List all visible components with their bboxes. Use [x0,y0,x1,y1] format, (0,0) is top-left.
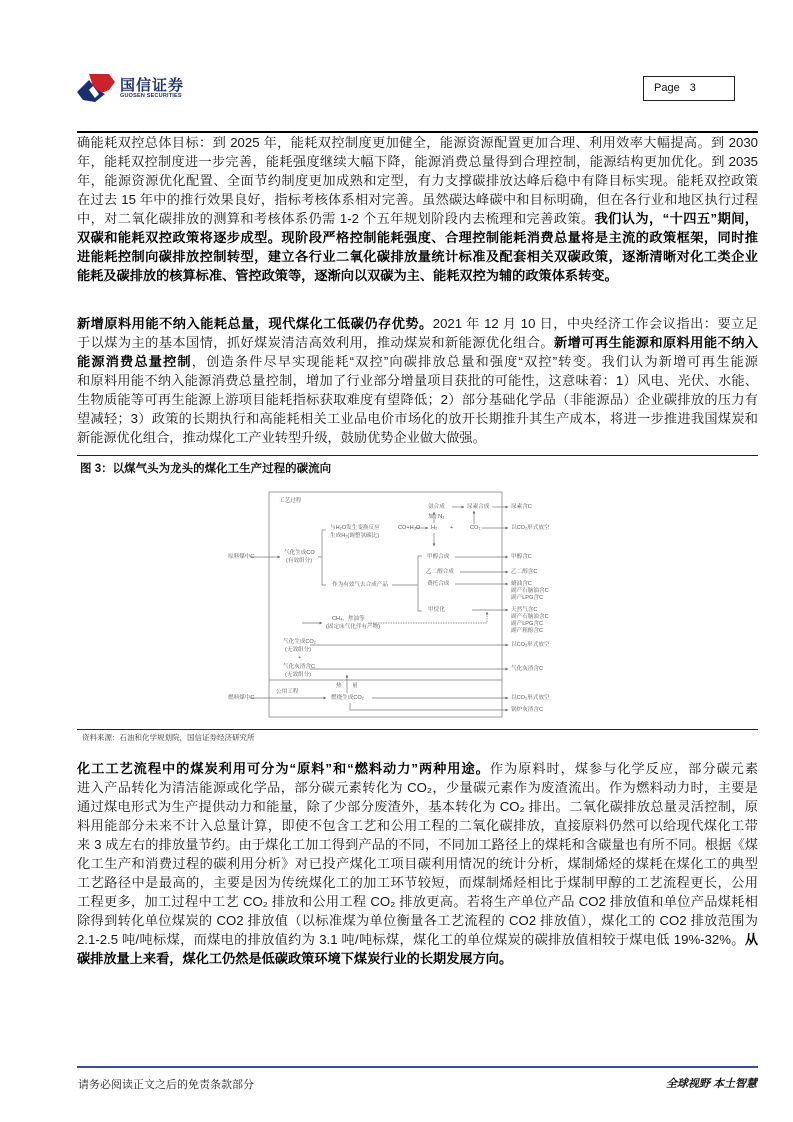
diagram-label-process: 工艺过程 [279,498,302,504]
text-line [77,930,758,949]
text-segment: 化工生产和消费过程的碳利用分析》对已投产煤化工项目碳利用情况的统计分析，煤制烯烃的煤耗在煤化工的典型 [77,856,758,871]
process-boundary-box [269,492,502,717]
text-line [77,949,758,968]
text-segment: 作为原料时，煤参与化学反应，部分碳元素 [489,761,759,776]
text-line [77,428,758,447]
diagram-label-ch4-note: (固定床气化伴有产物) [326,624,381,630]
footer-slogan: 全球视野 本土智慧 [665,1078,757,1090]
diagram-label-utility: 公用工程 [276,689,299,695]
text-line [77,911,758,930]
text-line [77,171,758,190]
text-segment: 料用能部分未来不计入总量计算，即使不包含工艺和公用工程的二氧化碳排放，直接原料仍然可以给现代煤化工带 [77,818,758,833]
diagram-label-urea-c: 尿素含C [511,504,532,510]
text-line [77,133,758,152]
text-line [77,371,758,390]
bold-text-segment: 进能耗控制向碳排放控制转型，建立各行业二氧化碳排放量统计标准及配套相关双碳政策，逐渐清晰对化工类企业 [77,249,758,264]
text-segment: 工艺路径中是最高的，主要是因为传统煤化工的加工环节较短，而煤制烯烃相比于煤制甲醇的工艺流程更长，公用 [77,875,758,890]
diagram-label-vent-3: 以CO₂形式放空 [511,695,550,701]
footer-disclaimer: 请务必阅读正文之后的免责条款部分 [78,1079,254,1091]
diagram-label-ammonia: 氨合成 [428,504,445,510]
diagram-label-methanol-c: 甲醇含C [511,554,532,560]
text-line [77,892,758,911]
diagram-label-urea-syn: 尿素合成 [467,504,490,510]
text-segment: 新能源优化组合，推动煤化工产业转型升级，鼓励优势企业做大做强。 [77,430,486,445]
diagram-label-gasify-co2-note: (无效组分) [285,647,312,653]
diagram-label-lpg-c-1: 副产LPG含C [511,595,544,601]
text-line [77,352,758,371]
text-segment: 年，能耗双控制度进一步完善，能耗强度继续大幅下降，能源消费总量得到合理控制，能源结构更加优化。到 2035 [77,154,758,169]
diagram-label-heat-2: 量 [352,683,358,689]
diagram-label-co-h2o: CO+H₂O [398,525,421,531]
diagram-label-syngas: 作为有效气去合成产品 [332,582,388,588]
page-indicator [643,76,735,101]
bold-text-segment: 能源消费总量控制 [77,354,192,369]
page-label: Page [654,82,680,94]
bold-text-segment: 新增可再生能源和原料用能不纳入 [554,335,759,350]
figure-title: 图 3：以煤气头为龙头的煤化工生产过程的碳流向 [80,463,332,475]
text-segment: 于以煤为主的基本国情，抓好煤炭清洁高效利用，推动煤炭和新能源优化组合。 [77,335,555,350]
diagram-label-plus: + [450,525,454,531]
diagram-label-shift: 与H₂O发生变换反应 [330,525,380,531]
text-segment: 年，能源资源优化配置、全面节约制度更加成熟和定型，有力支撑碳排放达峰后稳中有降目标实现。能耗双控政策 [77,173,758,188]
company-logo-text: 国信证券 [120,77,185,94]
text-segment: 2021 年 12 月 10 日，中央经济工作会议指出：要立足 [432,316,759,331]
text-line [77,228,758,247]
text-line [77,778,758,797]
text-line [77,390,758,409]
diagram-label-combust: 燃烧生成CO₂ [331,695,364,701]
text-line [77,854,758,873]
bold-text-segment: 碳排放量上来看，煤化工仍然是低碳政策环境下煤炭行业的长期发展方向。 [77,951,513,966]
text-line [77,759,758,778]
text-segment: 2.1-2.5 吨/吨标煤，而煤电的排放值约为 3.1 吨/吨标煤，煤化工的单位煤炭的碳排放值相较于煤电低 19%-32%。 [77,932,745,947]
text-line [77,209,758,228]
text-line [77,152,758,171]
text-segment: 生物质能等可再生能源上游项目能耗指标获取难度有望降低；2）部分基础化学品（非能源品）企业碳排放的压力有 [77,392,758,407]
diagram-label-heat: 热 [336,683,342,689]
diagram-label-add-n2: 加 | N₂ [428,514,445,520]
text-line [77,835,758,854]
diagram-label-ft-syn: 费托合成 [427,581,450,587]
diagram-label-vent-2: 以CO₂形式放空 [511,642,550,648]
text-segment: 在过去 15 年中的推行效果良好，指标考核体系相对完善。虽然碳达峰碳中和目标明确，但在各行业和地区执行过程 [77,192,758,207]
diagram-label-vent-1: 以CO₂形式放空 [511,525,550,531]
text-segment: 通过煤电形式为生产提供动力和能量，除了少部分废渣外，基本转化为 CO₂ 排出。二氧化碳排放总量灵活控制，原 [77,799,758,814]
company-logo-subtitle: GUOSEN SECURITIES [120,93,182,99]
text-segment: 除得到转化单位煤炭的 CO2 排放值（以标准煤为单位衡量各工艺流程的 CO2 排放值），煤化工的 CO2 排放范围为 [77,913,758,928]
diagram-label-ch4: CH₄、焦油等 [332,616,365,622]
bold-text-segment: 从 [744,932,758,947]
diagram-label-naphtha-c-2: 副产石脑油含C [511,614,549,620]
diagram-label-h2: H₂ [431,525,438,531]
diagram-label-wax-c: 蜡油含C [511,581,532,587]
figure-top-rule [77,455,758,456]
company-logo-mark [75,72,119,104]
bold-text-segment: 我们认为，“十四五”期间， [594,211,758,226]
text-segment: 和原料用能不纳入能源消费总量控制，增加了行业部分增量项目获批的可能性，这意味着：1）风电、光伏、水能、 [77,373,758,388]
text-segment: 确能耗双控总体目标：到 2025 年，能耗双控制度更加健全，能源资源配置更加合理、利用效率大幅提高。到 2030 [77,135,758,150]
text-line [77,816,758,835]
diagram-label-gasify-co: 气化生成CO [284,550,315,556]
bold-text-segment: 化工工艺流程中的煤炭利用可分为“原料”和“燃料动力”两种用途。 [77,761,490,776]
text-segment: 中，对二氧化碳排放的测算和考核体系仍需 1-2 个五年规划阶段内去梳理和完善政策。 [77,211,595,226]
diagram-label-naphtha-c-1: 副产石脑油含C [511,588,549,594]
bold-text-segment: 双碳和能耗双控政策将逐步成型。现阶段严格控制能耗强度、合理控制能耗消费总量将是主流的政策框架，同时推 [77,230,758,245]
diagram-label-gasify-co2: 气化生成CO₂ [283,639,316,645]
text-segment: 工程更多，加工过程中工艺 CO₂ 排放和公用工程 CO₂ 排放更高。若将生产单位产品 CO2 排放值和单位产品煤耗相 [77,894,758,909]
text-line [77,314,758,333]
diagram-label-methanol-syn: 甲醇合成 [427,554,450,560]
diagram-label-raw-coal: 原料煤中C [228,554,255,560]
bold-text-segment: 新增原料用能不纳入能耗总量，现代煤化工低碳仍存优势。 [77,316,433,331]
diagram-label-phenol-c: 副产粗酚含C [511,628,544,634]
page-number: 3 [689,82,696,94]
text-line [77,190,758,209]
diagram-label-fuel-coal: 燃料煤中C [228,695,255,701]
text-segment: ，创造条件尽早实现能耗“双控”向碳排放总量和强度“双控”转变。我们认为新增可再生能源 [191,354,758,369]
diagram-label-ash: 气化灰渣含C [283,664,316,670]
text-line [77,409,758,428]
diagram-label-ash-out: 气化灰渣含C [511,666,544,672]
footer-divider [77,1066,758,1068]
text-line [77,333,758,352]
text-line [77,873,758,892]
diagram-label-glycol-syn: 乙二醇合成 [426,569,454,575]
diagram-label-ash-note: (无效组分) [285,672,312,678]
diagram-label-methanation: 甲烷化 [428,607,445,613]
diagram-label-gasify-co-note: (有效组分) [286,558,313,564]
diagram-label-co2: CO₂ [470,525,481,531]
diagram-label-lpg-c-2: 副产LPG含C [511,621,544,627]
text-line [77,797,758,816]
text-line [77,266,758,285]
bold-text-segment: 能耗及碳排放的核算标准、管控政策等，逐渐向以双碳为主、能耗双控为辅的政策体系转变。 [77,268,618,283]
diagram-label-gas-c: 天然气含C [511,607,538,613]
diagram-label-glycol-c: 乙二醇含C [511,569,538,575]
diagram-label-boiler-ash: 锅炉灰渣含C [511,707,544,713]
diagram-label-plus-2: + [298,655,302,661]
text-segment: 进入产品转化为清洁能源或化学品，部分碳元素转化为 CO₂，少量碳元素作为废渣流出。作为燃料动力时，主要是 [77,780,758,795]
diagram-label-shift-note: 生成H₂(调整氢碳比) [330,533,380,539]
text-segment: 来 3 成左右的排放量节约。由于煤化工加工得到产品的不同，不同加工路径上的煤耗和含碳量也有所不同。根据《煤 [77,837,758,852]
text-segment: 望减轻；3）政策的长期执行和高能耗相关工业品电价市场化的放开长期推升其生产成本，将进一步推进我国煤炭和 [77,411,758,426]
text-line [77,247,758,266]
figure-bottom-rule [77,729,758,730]
figure-source: 资料来源：石油和化学规划院，国信证券经济研究所 [82,733,255,742]
